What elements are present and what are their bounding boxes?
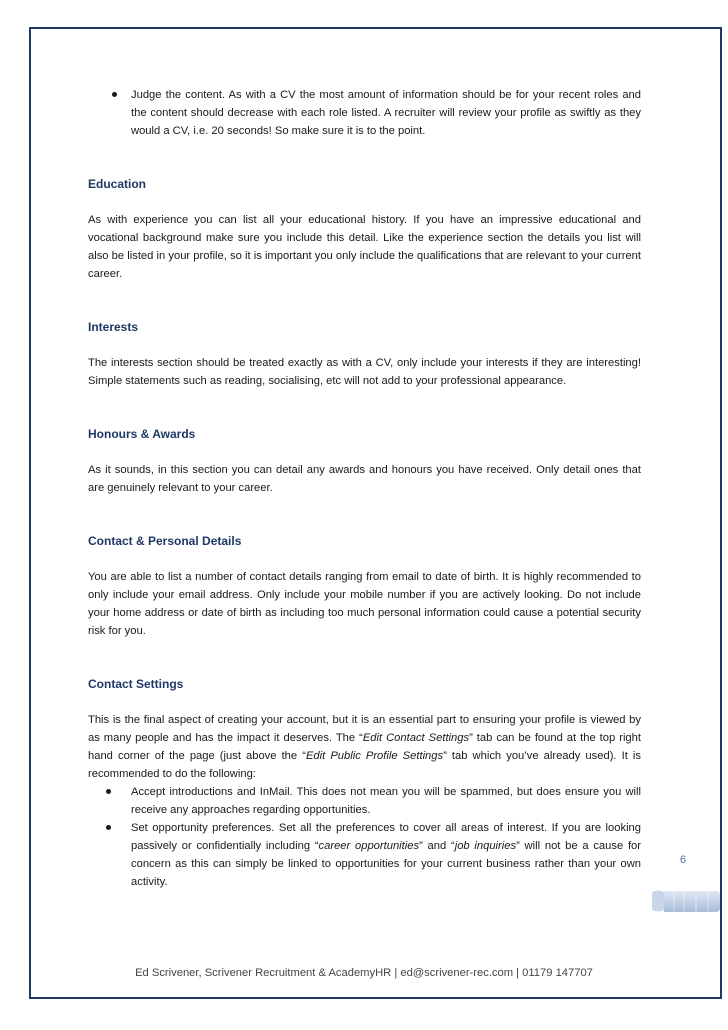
section-body-honours: As it sounds, in this section you can detail any awards and honours you have received. Only detail ones that are genuinely relevant to your career. <box>88 464 641 494</box>
bullet-text: Accept introductions and InMail. This does not mean you will be spammed, but does ensure you will receive any approaches regarding opportunities. <box>131 786 641 816</box>
section-heading-contact-settings: Contact Settings <box>88 677 184 691</box>
list-item <box>88 819 641 891</box>
bullet-icon <box>106 789 111 794</box>
section-body-interests: The interests section should be treated exactly as with a CV, only include your interests if they are interesting! Simple statements such as reading, socialising, etc will not add to your professional appearance. <box>88 357 641 387</box>
bullet-text: Set opportunity preferences. Set all the preferences to cover all areas of interest. If you are looking passively or confidentially including “career opportunities” and “job inquiries” will not be a cause for concern as this can simply be linked to opportunities for your current business rather than your own activity. <box>131 822 641 888</box>
page-corner-tab-graphic <box>650 888 722 914</box>
intro-bullet-list <box>88 86 641 140</box>
section-heading-contact-details: Contact & Personal Details <box>88 534 242 548</box>
list-item <box>88 783 641 819</box>
page-footer: Ed Scrivener, Scrivener Recruitment & AcademyHR | ed@scrivener-rec.com | 01179 147707 <box>135 967 593 979</box>
section-body-education: As with experience you can list all your educational history. If you have an impressive educational and vocational background make sure you include this detail. Like the experience section the details you list will also be listed in your profile, so it is important you only include the qualifications that are relevant to your current career. <box>88 214 641 280</box>
bullet-icon <box>112 92 117 97</box>
section-body-contact-settings: This is the final aspect of creating your account, but it is an essential part to ensuring your profile is viewed by as many people and has the impact it deserves. The “Edit Contact Settings” tab can be found at the top right hand corner of the page (just above the “Edit Public Profile Settings” tab which you’ve already used). It is recommended to do the following: <box>88 714 641 780</box>
list-item <box>88 86 641 140</box>
bullet-icon <box>106 825 111 830</box>
section-heading-interests: Interests <box>88 320 139 334</box>
document-body <box>88 86 641 891</box>
section-heading-education: Education <box>88 177 147 191</box>
contact-settings-bullet-list <box>88 783 641 891</box>
section-heading-honours: Honours & Awards <box>88 427 196 441</box>
page-number: 6 <box>680 854 687 866</box>
section-body-contact-details: You are able to list a number of contact details ranging from email to date of birth. It is highly recommended to only include your email address. Only include your mobile number if you are actively looking. Do not include your home address or date of birth as including too much personal information could cause a potential security risk for you. <box>88 571 641 637</box>
bullet-text: Judge the content. As with a CV the most amount of information should be for your recent roles and the content should decrease with each role listed. A recruiter will review your profile as swiftly as they would a CV, i.e. 20 seconds! So make sure it is to the point. <box>131 89 641 137</box>
